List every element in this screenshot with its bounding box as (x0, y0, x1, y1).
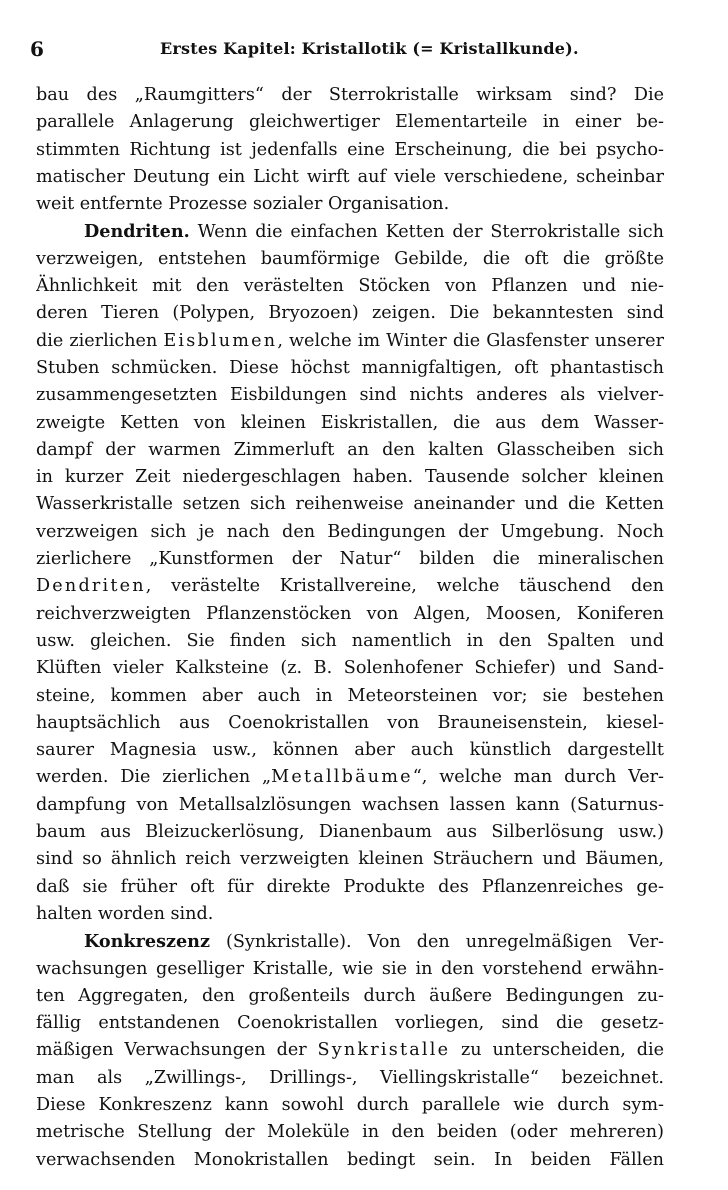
emphasis-dendriten: Dendriten (36, 576, 146, 597)
section-dendriten-start: Dendriten. Wenn die einfachen Ketten der Sterrokristalle sich (84, 221, 664, 243)
text-line: bau des „Raumgitters“ der Sterrokristalle wirksam sind? Die (36, 85, 664, 105)
running-head: Erstes Kapitel: Kristallotik (= Kristallkunde). (160, 39, 579, 58)
text-line: dampfung von Metallsalzlösungen wachsen lassen kann (Saturnus- (36, 794, 664, 815)
text-line: sind so ähnlich reich verzweigten kleinen Sträuchern und Bäumen, (36, 849, 664, 870)
text-line: dampf der warmen Zimmerluft an den kalten Glasscheiben sich (36, 439, 664, 460)
text-line: zierlichere „Kunstformen der Natur“ bilden die mineralischen (36, 549, 664, 570)
text-line: ten Aggregaten, den großenteils durch äußere Bedingungen zu- (36, 985, 664, 1006)
text-line: hauptsächlich aus Coenokristallen von Brauneisenstein, kiesel- (36, 712, 664, 733)
text-line: Klüften vieler Kalksteine (z. B. Solenhofener Schiefer) und Sand- (36, 658, 664, 679)
emphasis-synkristalle: Synkristalle (317, 1040, 451, 1061)
text-line: Diese Konkreszenz kann sowohl durch parallele wie durch sym- (36, 1094, 664, 1115)
page-header (30, 36, 670, 62)
text-line: wachsungen geselliger Kristalle, wie sie in den vorstehend erwähn- (36, 958, 664, 979)
text-line: halten worden sind. (36, 903, 214, 924)
text-line: zweigte Ketten von kleinen Eiskristallen, die aus dem Wasser- (36, 412, 664, 433)
text-line: metrische Stellung der Moleküle in den beiden (oder mehreren) (36, 1122, 664, 1143)
text-line: die zierlichen Eisblumen, welche im Winter die Glasfenster unserer (36, 330, 664, 351)
emphasis-metallbaeume: Metallbäume (271, 767, 413, 788)
text-line: zusammengesetzten Eisbildungen sind nichts anderes als vielver- (36, 385, 664, 406)
text-line: fällig entstandenen Coenokristallen vorliegen, sind die gesetz- (36, 1013, 664, 1034)
text-line: baum aus Bleizuckerlösung, Dianenbaum aus Silberlösung usw.) (36, 822, 664, 843)
text-line: parallele Anlagerung gleichwertiger Elementarteile in einer be- (36, 112, 664, 133)
page-number: 6 (30, 37, 44, 61)
text-line: reichverzweigten Pflanzenstöcken von Algen, Moosen, Koniferen (36, 603, 664, 624)
text-line: in kurzer Zeit niedergeschlagen haben. Tausende solcher kleinen (36, 467, 664, 488)
emphasis-eisblumen: Eisblumen (163, 330, 278, 351)
text-line: Dendriten, verästelte Kristallvereine, welche täuschend den (36, 576, 664, 597)
text-line: deren Tieren (Polypen, Bryozoen) zeigen. Die bekanntesten sind (36, 303, 664, 324)
section-term-dendriten: Dendriten. (84, 221, 190, 243)
text-line: Ähnlichkeit mit den verästelten Stöcken von Pflanzen und nie- (36, 276, 664, 297)
text-line: verzweigen sich je nach den Bedingungen der Umgebung. Noch (36, 521, 664, 542)
text-line: steine, kommen aber auch in Meteorsteinen vor; sie bestehen (36, 685, 664, 706)
text-line: matischer Deutung ein Licht wirft auf viele verschiedene, scheinbar (36, 166, 664, 187)
text-line: mäßigen Verwachsungen der Synkristalle zu unterscheiden, die (36, 1040, 664, 1061)
text-line: Wasserkristalle setzen sich reihenweise aneinander und die Ketten (36, 494, 664, 515)
text-line: verwachsenden Monokristallen bedingt sein. In beiden Fällen (36, 1149, 664, 1170)
text-line: werden. Die zierlichen „Metallbäume“, welche man durch Ver- (36, 767, 664, 788)
text-line: weit entfernte Prozesse sozialer Organisation. (36, 194, 450, 215)
text-line: daß sie früher oft für direkte Produkte des Pflanzenreiches ge- (36, 876, 664, 897)
text-line: usw. gleichen. Sie finden sich namentlich in den Spalten und (36, 630, 664, 651)
body-text (36, 82, 664, 1174)
section-konkreszenz-start: Konkreszenz (Synkristalle). Von den unregelmäßigen Ver- (84, 931, 664, 953)
section-term-konkreszenz: Konkreszenz (84, 931, 210, 953)
text-line: Stuben schmücken. Diese höchst mannigfaltigen, oft phantastisch (36, 357, 664, 378)
text-line: verzweigen, entstehen baumförmige Gebilde, die oft die größte (36, 248, 664, 269)
text-line: man als „Zwillings-, Drillings-, Viellingskristalle“ bezeichnet. (36, 1067, 664, 1088)
text-line: stimmten Richtung ist jedenfalls eine Erscheinung, die bei psycho- (36, 139, 664, 160)
text-line: saurer Magnesia usw., können aber auch künstlich dargestellt (36, 740, 664, 761)
